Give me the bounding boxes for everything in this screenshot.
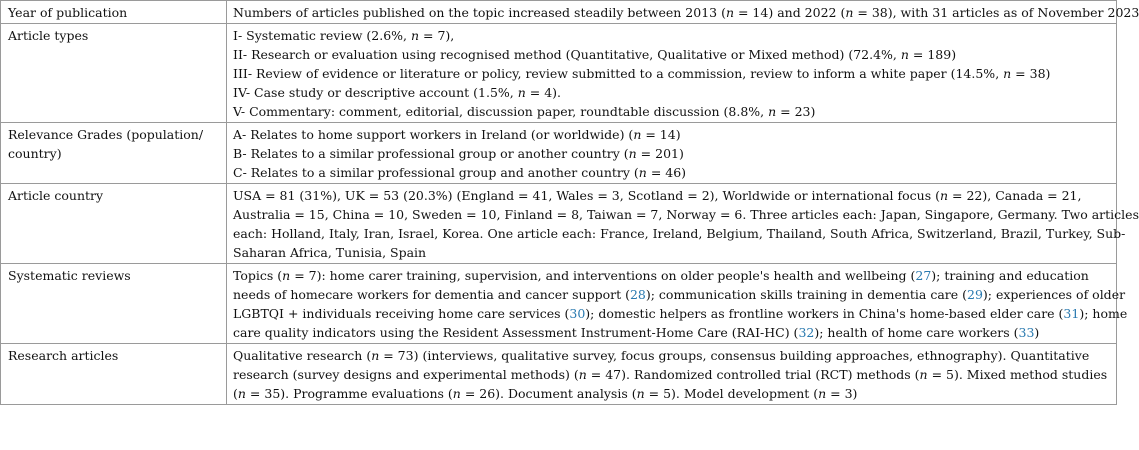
content-line: research (survey designs and experimental methods) (n = 47). Randomized controlled trial (RCT) methods (n = 5). Mixed method studies xyxy=(233,367,1108,382)
row-content xyxy=(227,24,1117,123)
row-content xyxy=(227,264,1128,344)
table-row xyxy=(1,344,1117,405)
content-line: II- Research or evaluation using recognised method (Quantitative, Qualitative or Mixed method) (72.4%, n = 189) xyxy=(233,47,957,62)
row-label xyxy=(1,24,227,123)
row-label xyxy=(1,123,227,184)
content-line: (n = 35). Programme evaluations (n = 26). Document analysis (n = 5). Model development (n = 3) xyxy=(233,386,858,401)
content-line: B- Relates to a similar professional group or another country (n = 201) xyxy=(233,146,684,161)
label-text: Year of publication xyxy=(8,5,128,20)
content-line: Saharan Africa, Tunisia, Spain xyxy=(233,245,427,260)
table-row xyxy=(1,1,1117,24)
label-text: country) xyxy=(8,146,62,161)
table-body xyxy=(1,1,1139,405)
content-line: Numbers of articles published on the topic increased steadily between 2013 (n = 14) and 2022 (n = 38), with 31 articles as of November 2023 xyxy=(233,5,1139,20)
content-line: V- Commentary: comment, editorial, discussion paper, roundtable discussion (8.8%, n = 23) xyxy=(233,104,816,119)
row-label xyxy=(1,264,227,344)
table-row xyxy=(1,184,1117,264)
row-label xyxy=(1,1,227,24)
content-line: C- Relates to a similar professional group and another country (n = 46) xyxy=(233,165,687,180)
label-text: Research articles xyxy=(8,348,119,363)
row-content xyxy=(227,123,1117,184)
content-line: A- Relates to home support workers in Ireland (or worldwide) (n = 14) xyxy=(233,127,681,142)
content-line: USA = 81 (31%), UK = 53 (20.3%) (England = 41, Wales = 3, Scotland = 2), Worldwide or international focus (n = 22), Canada = 21, xyxy=(233,188,1082,203)
row-content xyxy=(227,184,1139,264)
table-row xyxy=(1,24,1117,123)
content-line: III- Review of evidence or literature or policy, review submitted to a commission, review to inform a white paper (14.5%, n = 38) xyxy=(233,66,1051,81)
content-line: Australia = 15, China = 10, Sweden = 10, Finland = 8, Taiwan = 7, Norway = 6. Three articles each: Japan, Singapore, Germany. Two articles xyxy=(233,207,1139,222)
content-line: each: Holland, Italy, Iran, Israel, Korea. One article each: France, Ireland, Belgium, Thailand, South Africa, Switzerland, Brazil, Turkey, Sub- xyxy=(233,226,1126,241)
row-content xyxy=(227,344,1117,405)
content-line: I- Systematic review (2.6%, n = 7), xyxy=(233,28,455,43)
content-line: needs of homecare workers for dementia and cancer support (28); communication skills training in dementia care (29); experiences of older xyxy=(233,287,1126,302)
table-row xyxy=(1,123,1117,184)
content-line: care quality indicators using the Resident Assessment Instrument-Home Care (RAI-HC) (32); health of home care workers (33) xyxy=(233,325,1040,340)
label-text: Relevance Grades (population/ xyxy=(8,127,204,142)
row-label xyxy=(1,184,227,264)
label-text: Article types xyxy=(8,28,89,43)
row-label xyxy=(1,344,227,405)
label-text: Systematic reviews xyxy=(8,268,131,283)
row-content xyxy=(227,1,1139,24)
content-line: LGBTQI + individuals receiving home care services (30); domestic helpers as frontline workers in China's home-based elder care (31); home xyxy=(233,306,1128,321)
label-text: Article country xyxy=(8,188,104,203)
table-row xyxy=(1,264,1117,344)
content-line: Qualitative research (n = 73) (interviews, qualitative survey, focus groups, consensus building approaches, ethnography). Quantitative xyxy=(233,348,1090,363)
content-line: IV- Case study or descriptive account (1.5%, n = 4). xyxy=(233,85,562,100)
content-line: Topics (n = 7): home carer training, supervision, and interventions on older people's health and wellbeing (27); training and education xyxy=(233,268,1089,283)
